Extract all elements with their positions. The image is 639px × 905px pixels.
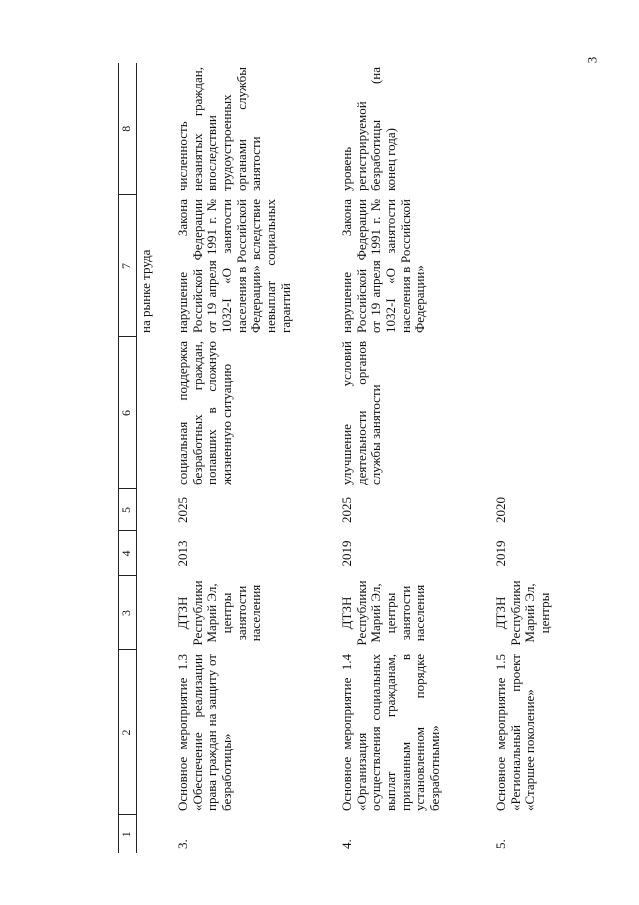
measure-cell: Основное мероприятие 1.4 «Организация осуществления социальных выплат гражданам, признанным в установленном порядке безработными» — [339, 654, 443, 811]
indicator-cell: уровень регистрируемой безработицы (на конец года) — [339, 67, 399, 191]
header-col-8: 8 — [119, 63, 137, 195]
indicator-cell — [492, 63, 637, 195]
indicator-cell: численность незанятых граждан, впоследствии трудоустроенных органами службы занятости — [175, 67, 264, 191]
header-col-7: 7 — [119, 195, 137, 337]
header-col-3: 3 — [119, 576, 137, 650]
table-row — [338, 63, 492, 853]
continuation-row — [137, 63, 175, 853]
header-col-4: 4 — [119, 531, 137, 576]
activities-table — [118, 63, 637, 853]
row-number: 5. — [493, 839, 508, 849]
start-year-cell: 2013 — [175, 540, 190, 567]
header-col-2: 2 — [119, 650, 137, 815]
measure-cell: Основное мероприятие 1.5 «Региональный проект «Старшее поколение» — [493, 654, 538, 811]
result-cell — [492, 337, 637, 489]
executor-cell: ДТЗН Республики Марий Эл, центры — [493, 580, 553, 646]
executor-cell: ДТЗН Республики Марий Эл, центры занятости населения — [175, 580, 264, 646]
result-cell: социальная поддержка безработных граждан, попавших в сложную жизненную ситуацию — [175, 341, 235, 485]
table-row — [174, 63, 338, 853]
start-year-cell: 2019 — [493, 540, 508, 567]
end-year-cell: 2025 — [339, 497, 354, 523]
header-col-6: 6 — [119, 337, 137, 489]
consequence-cell — [492, 195, 637, 337]
continuation-text: на рынке труда — [138, 249, 153, 333]
consequence-cell: нарушение Закона Российской Федерации от 19 апреля 1991 г. № 1032-I «О занятости населения в Российской Федерации» — [339, 199, 428, 333]
table-row — [492, 63, 637, 853]
header-col-1: 1 — [119, 815, 137, 853]
start-year-cell: 2019 — [339, 540, 354, 567]
header-row — [119, 63, 137, 853]
row-number: 3. — [175, 839, 190, 849]
result-cell: улучшение условий деятельности органов службы занятости — [339, 341, 384, 485]
end-year-cell: 2025 — [175, 497, 190, 523]
end-year-cell: 2020 — [493, 497, 508, 523]
header-col-5: 5 — [119, 489, 137, 531]
row-number: 4. — [339, 839, 354, 849]
consequence-cell: нарушение Закона Российской Федерации от 19 апреля 1991 г. № 1032-I «О занятости населения в Российской Федерации» вследствие невыплат социальных гарантий — [175, 199, 293, 333]
rotated-table-sheet — [118, 63, 637, 853]
executor-cell: ДТЗН Республики Марий Эл, центры занятости населения — [339, 580, 428, 646]
measure-cell: Основное мероприятие 1.3 «Обеспечение реализации права граждан на защиту от безработицы» — [175, 654, 235, 811]
page-number: 3 — [584, 56, 600, 64]
